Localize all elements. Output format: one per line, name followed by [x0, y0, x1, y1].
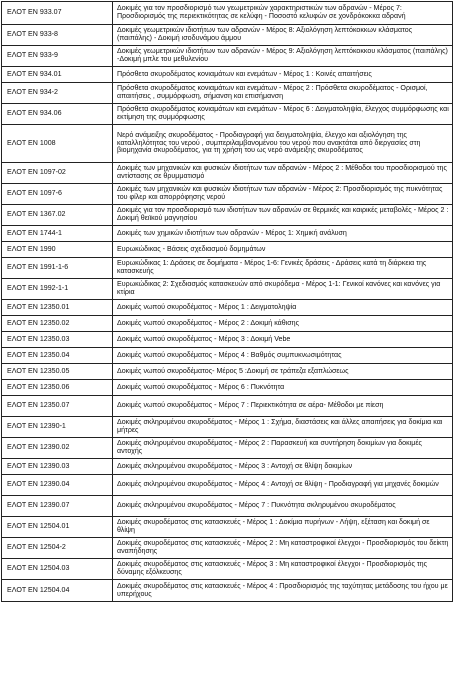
standard-description: Δοκιμές για τον προσδιορισμό των ιδιοτήτων των αδρανών σε θερμικές και καιρικές μεταβολές - Μέρος 2 : Δοκιμή θειϊκού μαγνησίου [113, 205, 453, 226]
standard-code: ΕΛΟΤ EN 933.07 [2, 2, 113, 25]
standard-description: Δοκιμές σκληρυμένου σκυροδέματος - Μέρος 2 : Παρασκευή και συντήρηση δοκιμίων για δοκιμές αντοχής [113, 438, 453, 459]
standard-description: Δοκιμές νωπού σκυροδέματος - Μέρος 4 : Βαθμός συμπυκνωσιμότητας [113, 348, 453, 364]
table-row [2, 538, 453, 559]
table-row [2, 279, 453, 300]
table-row [2, 496, 453, 517]
standard-description: Δοκιμές νωπού σκυροδέματος - Μέρος 7 : Περιεκτικότητα σε αέρα- Μέθοδοι με πίεση [113, 396, 453, 417]
table-row [2, 242, 453, 258]
table-row [2, 580, 453, 602]
standard-code: ΕΛΟΤ EN 12390.03 [2, 459, 113, 475]
table-row [2, 83, 453, 104]
standard-description: Δοκιμές νωπού σκυροδέματος - Μέρος 2 : Δοκιμή κάθισης [113, 316, 453, 332]
table-row [2, 316, 453, 332]
standard-description: Δοκιμές νωπού σκυροδέματος - Μέρος 6 : Πυκνότητα [113, 380, 453, 396]
table-row [2, 475, 453, 496]
standard-description: Ευρωκώδικας 1: Δράσεις σε δομήματα - Μέρος 1-6: Γενικές δράσεις - Δράσεις κατά τη διάρκεια της κατασκευής [113, 258, 453, 279]
standard-description: Δοκιμές των μηχανικών και φυσικών ιδιοτήτων των αδρανών - Μέρος 2: Προσδιορισμός της πυκνότητας του φίλερ και απορρόφησης νερού [113, 184, 453, 205]
standard-description: Δοκιμές νωπού σκυροδέματος - Μέρος 3 : Δοκιμή Vebe [113, 332, 453, 348]
standard-code: ΕΛΟΤ EN 1097-02 [2, 163, 113, 184]
table-row [2, 46, 453, 67]
table-row [2, 25, 453, 46]
standard-code: ΕΛΟΤ EN 12350.03 [2, 332, 113, 348]
standard-code: ΕΛΟΤ EN 12390.04 [2, 475, 113, 496]
standard-code: ΕΛΟΤ EN 934.01 [2, 67, 113, 83]
standards-table [1, 1, 453, 602]
table-row [2, 517, 453, 538]
standard-description: Δοκιμές σκυροδέματος στις κατασκευές - Μέρος 2 : Μη καταστροφικοί έλεγχοι - Προσδιορισμός του δείκτη αναπήδησης [113, 538, 453, 559]
standard-code: ΕΛΟΤ EN 12504.04 [2, 580, 113, 602]
standard-code: ΕΛΟΤ EN 1990 [2, 242, 113, 258]
table-row [2, 2, 453, 25]
standard-code: ΕΛΟΤ EN 12350.07 [2, 396, 113, 417]
table-row [2, 364, 453, 380]
standard-description: Δοκιμές σκληρυμένου σκυροδέματος - Μέρος 4 : Αντοχή σε θλίψη - Προδιαγραφή για μηχανές δοκιμών [113, 475, 453, 496]
standard-code: ΕΛΟΤ EN 12350.02 [2, 316, 113, 332]
standard-code: ΕΛΟΤ EN 1992-1-1 [2, 279, 113, 300]
standard-code: ΕΛΟΤ EN 12350.06 [2, 380, 113, 396]
standard-description: Δοκιμές σκληρυμένου σκυροδέματος - Μέρος 7 : Πυκνότητα σκληρυμένου σκυροδέματος [113, 496, 453, 517]
table-row [2, 226, 453, 242]
standard-description: Δοκιμές γεωμετρικών ιδιοτήτων των αδρανών - Μέρος 9: Αξιολόγηση λεπτόκοκκου κλάσματος (παιπάλης) -Δοκιμή μπλε του μεθυλενίου [113, 46, 453, 67]
document-page [1, 1, 452, 675]
standard-code: ΕΛΟΤ EN 934.06 [2, 104, 113, 125]
table-row [2, 205, 453, 226]
standard-code: ΕΛΟΤ EN 12390-1 [2, 417, 113, 438]
table-row [2, 396, 453, 417]
table-row [2, 417, 453, 438]
standard-description: Δοκιμές σκυροδέματος στις κατασκευές - Μέρος 1 : Δοκίμια πυρήνων - Λήψη, εξέταση και δοκιμή σε θλίψη [113, 517, 453, 538]
table-row [2, 300, 453, 316]
table-row [2, 125, 453, 163]
standard-description: Δοκιμές των χημικών ιδιοτήτων των αδρανών - Μέρος 1: Χημική ανάλυση [113, 226, 453, 242]
standard-description: Δοκιμές νωπού σκυροδέματος- Μέρος 5 :Δοκιμή σε τράπεζα εξαπλώσεως [113, 364, 453, 380]
standard-code: ΕΛΟΤ EN 12504.03 [2, 559, 113, 580]
standard-code: ΕΛΟΤ EN 12504.01 [2, 517, 113, 538]
table-row [2, 380, 453, 396]
standard-description: Δοκιμές σκυροδέματος στις κατασκευές - Μέρος 4 : Προσδιορισμός της ταχύτητας μετάδοσης του ήχου με υπερήχους [113, 580, 453, 602]
standard-code: ΕΛΟΤ EN 12350.05 [2, 364, 113, 380]
standard-code: ΕΛΟΤ EN 934-2 [2, 83, 113, 104]
standard-code: ΕΛΟΤ EN 12390.07 [2, 496, 113, 517]
table-row [2, 559, 453, 580]
standard-description: Δοκιμές νωπού σκυροδέματος - Μέρος 1 : Δειγματοληψία [113, 300, 453, 316]
standard-code: ΕΛΟΤ EN 1991-1-6 [2, 258, 113, 279]
standard-code: ΕΛΟΤ EN 12350.04 [2, 348, 113, 364]
table-row [2, 332, 453, 348]
standards-table-body [2, 2, 453, 602]
standard-description: Ευρωκώδικας - Βάσεις σχεδιασμού δομημάτων [113, 242, 453, 258]
standard-description: Πρόσθετα σκυροδέματος κονιαμάτων και ενεμάτων - Μέρος 1 : Κοινές απαιτήσεις [113, 67, 453, 83]
standard-code: ΕΛΟΤ EN 933-8 [2, 25, 113, 46]
standard-code: ΕΛΟΤ EN 1008 [2, 125, 113, 163]
table-row [2, 258, 453, 279]
standard-code: ΕΛΟΤ EN 1367.02 [2, 205, 113, 226]
standard-description: Δοκιμές των μηχανικών και φυσικών ιδιοτήτων των αδρανών - Μέρος 2 : Μέθοδοι του προσδιορισμού της αντίστασης σε θρυμματισμό [113, 163, 453, 184]
standard-code: ΕΛΟΤ EN 12350.01 [2, 300, 113, 316]
table-row [2, 67, 453, 83]
standard-description: Δοκιμές σκυροδέματος στις κατασκευές - Μέρος 3 : Μη καταστροφικοί έλεγχοι - Προσδιορισμός της δύναμης εξόλκευσης [113, 559, 453, 580]
standard-code: ΕΛΟΤ EN 933-9 [2, 46, 113, 67]
table-row [2, 438, 453, 459]
standard-description: Δοκιμές για τον προσδιορισμό των γεωμετρικών χαρακτηριστικών των αδρανών - Μέρος 7: Προσδιορισμός της περιεκτικότητας σε κελύφη - Ποσοστό κελυφών σε χονδρόκοκκα αδρανή [113, 2, 453, 25]
standard-code: ΕΛΟΤ EN 1744-1 [2, 226, 113, 242]
table-row [2, 104, 453, 125]
standard-description: Πρόσθετα σκυροδέματος κονιαμάτων και ενεμάτων - Μέρος 6 : Δειγματοληψία, έλεγχος συμμόρφωσης και εκτίμηση της συμμόρφωσης [113, 104, 453, 125]
standard-description: Δοκιμές σκληρυμένου σκυροδέματος - Μέρος 1 : Σχήμα, διαστάσεις και άλλες απαιτήσεις για δοκίμια και μήτρες [113, 417, 453, 438]
standard-code: ΕΛΟΤ EN 1097-6 [2, 184, 113, 205]
table-row [2, 184, 453, 205]
standard-code: ΕΛΟΤ EN 12504-2 [2, 538, 113, 559]
table-row [2, 163, 453, 184]
standard-description: Πρόσθετα σκυροδέματος κονιαμάτων και ενεμάτων - Μέρος 2 : Πρόσθετα σκυροδέματος - Ορισμοί, απαιτήσεις , συμμόρφωση, σήμανση και επισήμανση [113, 83, 453, 104]
standard-description: Δοκιμές γεωμετρικών ιδιοτήτων των αδρανών - Μέρος 8: Αξιολόγηση λεπτόκοκκων κλάσματος (παιπάλης) - Δοκιμή ισοδυνάμου άμμου [113, 25, 453, 46]
standard-description: Δοκιμές σκληρυμένου σκυροδέματος - Μέρος 3 : Αντοχή σε θλίψη δοκιμίων [113, 459, 453, 475]
table-row [2, 459, 453, 475]
standard-description: Ευρωκώδικας 2: Σχεδιασμός κατασκευών από σκυρόδεμα - Μέρος 1-1: Γενικοί κανόνες και κανόνες για κτίρια [113, 279, 453, 300]
standard-description: Νερό ανάμειξης σκυροδέματος - Προδιαγραφή για δειγματοληψία, έλεγχο και αξιολόγηση της καταλληλότητας του νερού , συμπεριλαμβανομένου του νερού που ανακτάται από διεργασίες στη βιομηχανία σκυροδέματος, για τη χρήση του ως νερό ανάμειξης σκυροδέματος [113, 125, 453, 163]
standard-code: ΕΛΟΤ EN 12390.02 [2, 438, 113, 459]
table-row [2, 348, 453, 364]
